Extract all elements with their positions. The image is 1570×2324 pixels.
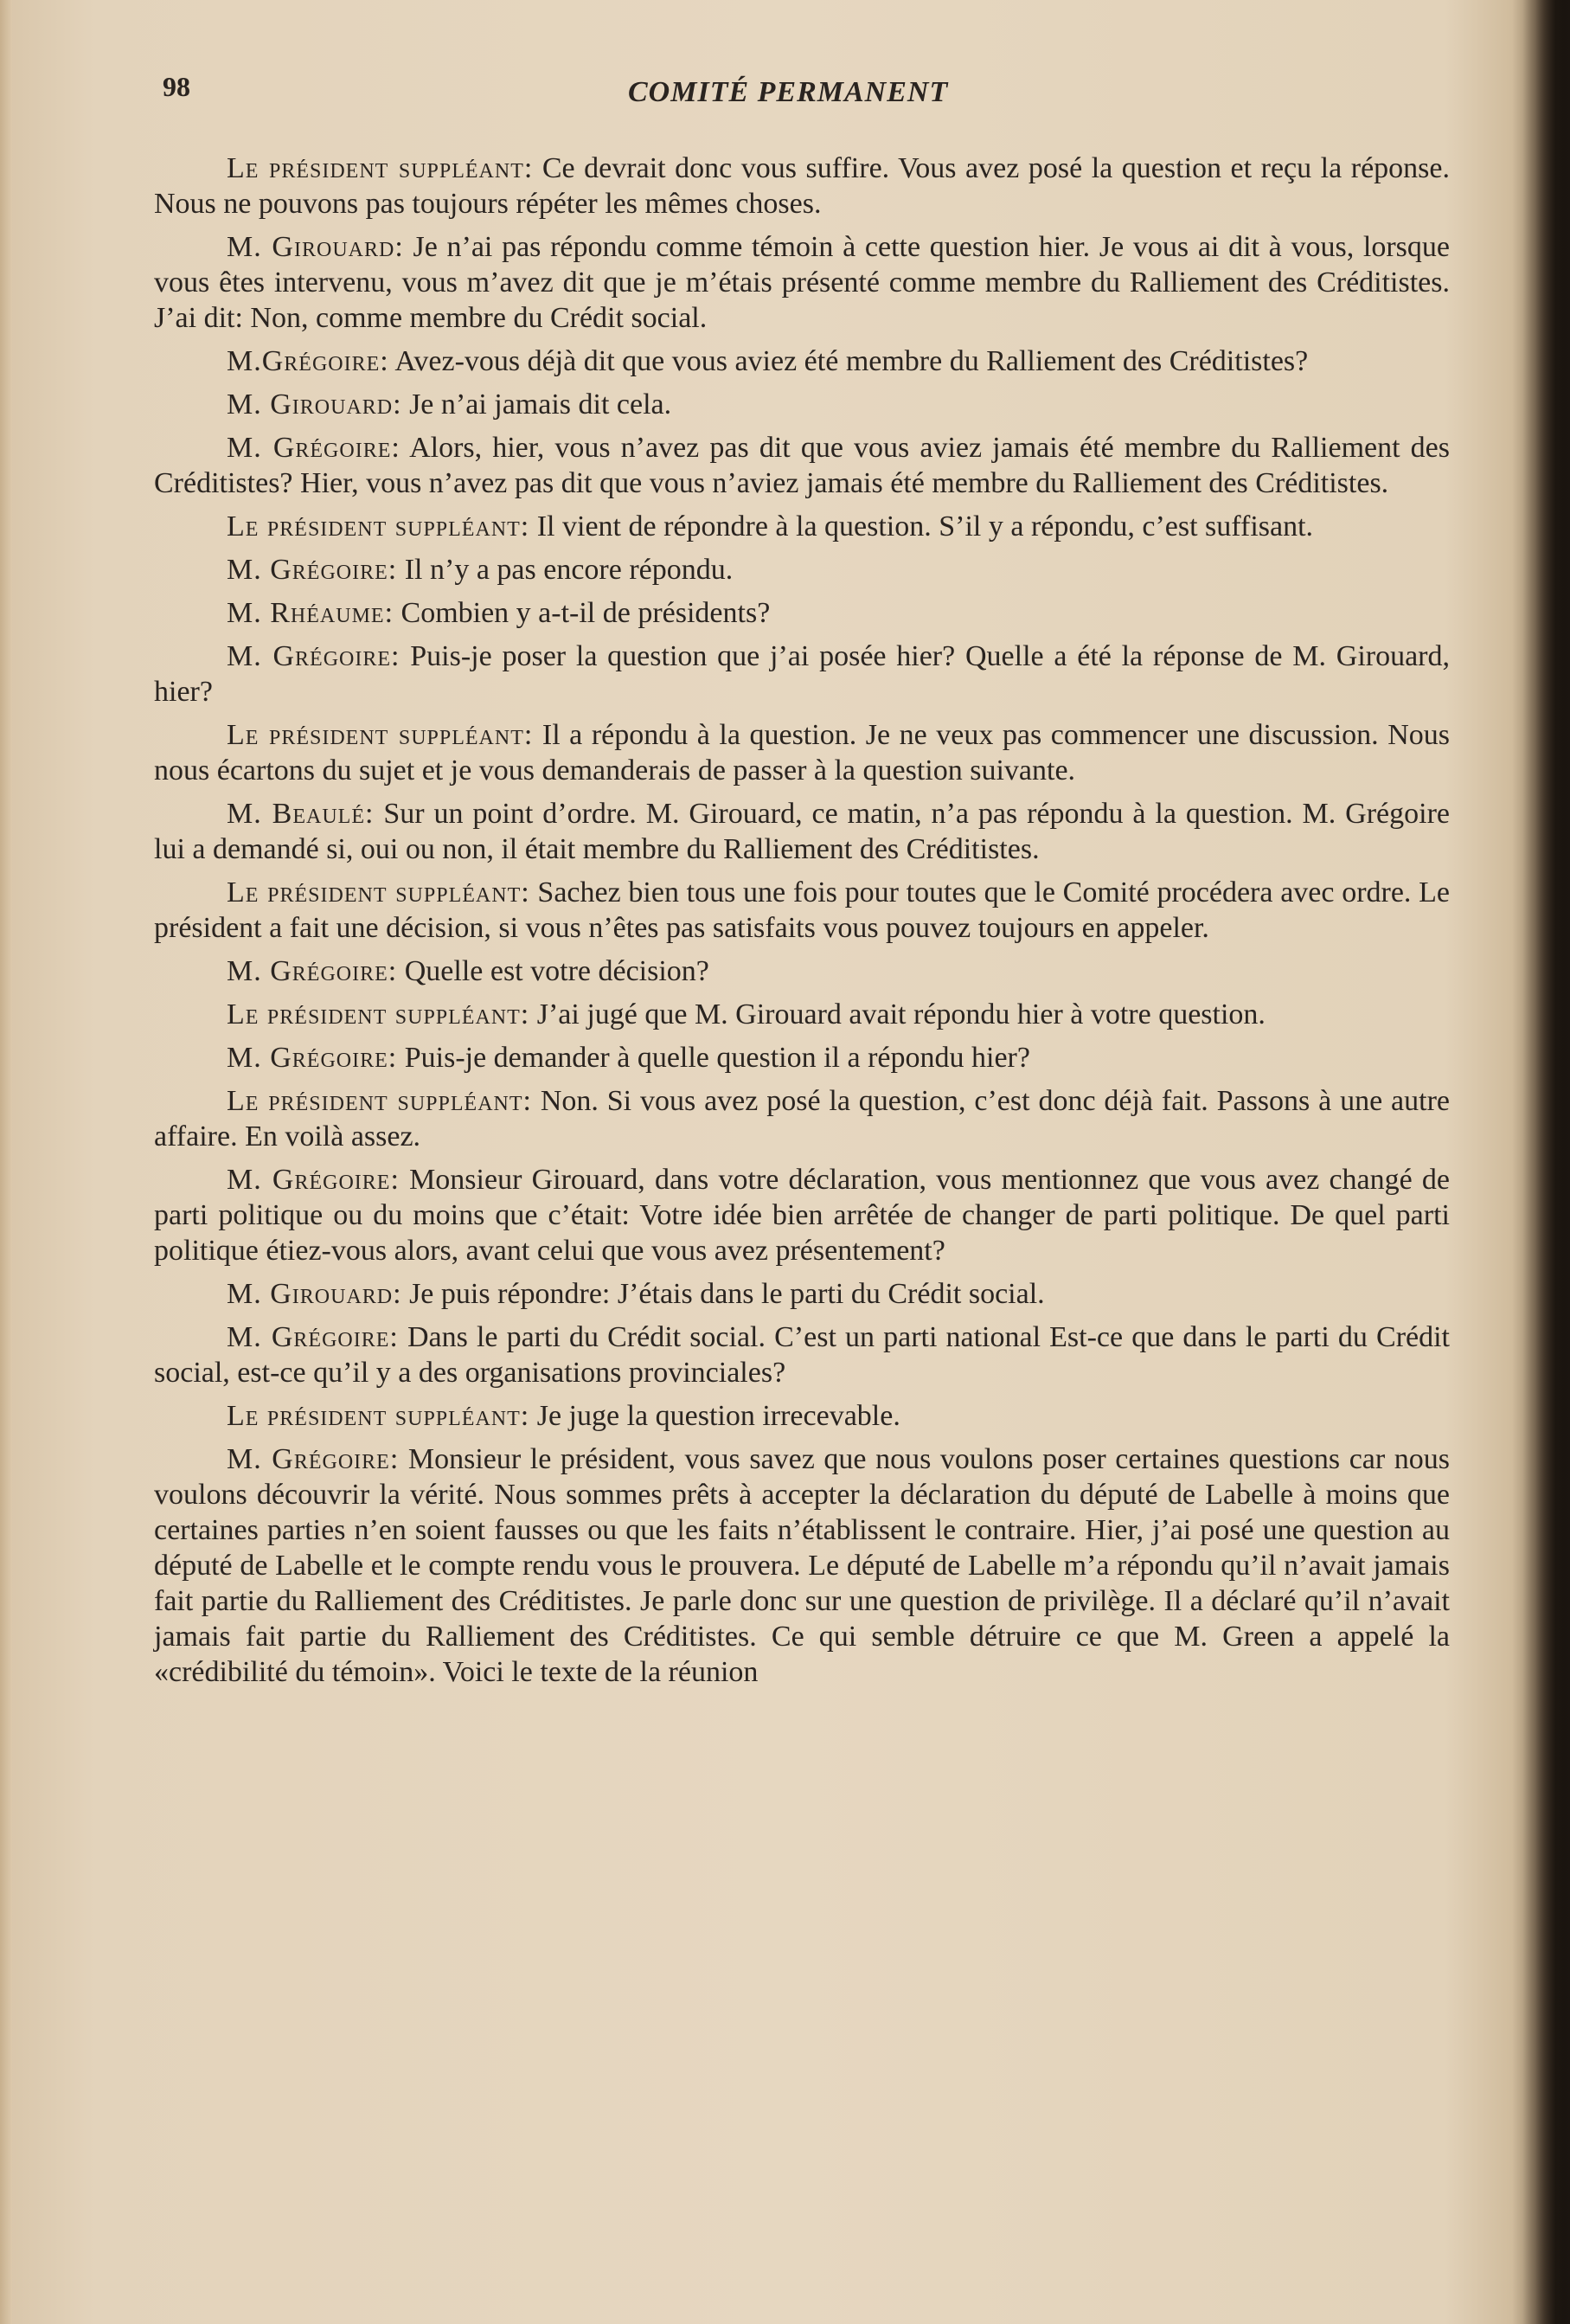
paragraph-text: Ce devrait donc vous suffire. Vous avez posé la question et reçu la réponse. Nous ne pouvons pas toujours répéter les mêmes choses. [154,152,1450,220]
speaker-label: Le président suppléant: [227,510,530,542]
paragraph [154,509,1450,544]
paragraph [154,953,1450,989]
paragraph-text: Alors, hier, vous n’avez pas dit que vous aviez jamais été membre du Ralliement des Créditistes? Hier, vous n’avez pas dit que vous n’aviez jamais été membre du Ralliement des Créditistes. [154,432,1450,499]
paragraph-text: Puis-je demander à quelle question il a répondu hier? [397,1042,1030,1074]
speaker-label: M. Girouard: [227,231,404,263]
paragraph [154,343,1450,379]
paragraph-text: Sur un point d’ordre. M. Girouard, ce matin, n’a pas répondu à la question. M. Grégoire lui a demandé si, oui ou non, il était membre du Ralliement des Créditistes. [154,798,1451,865]
paragraph [154,1441,1450,1690]
paragraph [154,229,1450,336]
speaker-label: M. Beaulé: [227,798,375,830]
speaker-label: M. Rhéaume: [227,597,394,629]
paragraph [154,430,1450,501]
speaker-label: M. Grégoire: [227,955,398,987]
paragraph [154,1040,1450,1075]
paragraph [154,595,1450,631]
speaker-label: Le président suppléant: [227,152,534,184]
paragraph [154,387,1450,422]
transcript-body [154,151,1450,1698]
paragraph-text: Puis-je poser la question que j’ai posée hier? Quelle a été la réponse de M. Girouard, hier? [154,640,1450,708]
paragraph [154,552,1450,587]
page-left-edge [0,0,12,2324]
speaker-label: Le président suppléant: [227,876,530,908]
speaker-label: M. Girouard: [227,1278,402,1310]
paragraph [154,796,1450,867]
page-header [0,71,1570,123]
speaker-label: M. Grégoire: [227,1042,398,1074]
speaker-label: M. Grégoire: [227,1164,400,1196]
paragraph [154,717,1450,788]
paragraph-text: Dans le parti du Crédit social. C’est un parti national Est-ce que dans le parti du Crédit social, est-ce qu’il y a des organisations provinciales? [154,1321,1450,1389]
paragraph-text: Il n’y a pas encore répondu. [397,554,734,586]
paragraph [154,1319,1450,1390]
paragraph-text: Non. Si vous avez posé la question, c’est donc déjà fait. Passons à une autre affaire. En voilà assez. [154,1085,1450,1152]
paragraph-text: Monsieur le président, vous savez que nous voulons poser certaines questions car nous voulons découvrir la vérité. Nous sommes prêts à accepter la déclaration du député de Labelle à moins que certaines parties n’en soient fausses ou que les faits n’établissent le contraire. Hier, j’ai posé une question au député de Labelle et le compte rendu vous le prouvera. Le député de Labelle m’a répondu qu’il n’avait jamais fait partie du Ralliement des Créditistes. Je parle donc sur une question de privilège. Il a déclaré qu’il n’avait jamais fait partie du Ralliement des Créditistes. Ce qui semble détruire ce que M. Green a appelé la «crédibilité du témoin». Voici le texte de la réunion [154,1443,1450,1688]
paragraph-text: Combien y a-t-il de présidents? [394,597,771,629]
speaker-label: Le président suppléant: [227,1400,530,1432]
speaker-label: M. Grégoire: [227,1321,399,1353]
paragraph-text: Quelle est votre décision? [397,955,709,987]
paragraph-text: Je n’ai pas répondu comme témoin à cette question hier. Je vous ai dit à vous, lorsque vous êtes intervenu, vous m’avez dit que je m’étais présenté comme membre du Ralliement des Créditistes. J’ai dit: Non, comme membre du Crédit social. [154,231,1450,334]
speaker-label: M. Girouard: [227,388,402,421]
paragraph-text: Il a répondu à la question. Je ne veux pas commencer une discussion. Nous nous écartons du sujet et je vous demanderais de passer à la question suivante. [154,719,1451,786]
speaker-label: Le président suppléant: [227,719,534,751]
running-title: COMITÉ PERMANENT [628,76,949,108]
paragraph-text: Sachez bien tous une fois pour toutes que le Comité procédera avec ordre. Le président a fait une décision, si vous n’êtes pas satisfaits vous pouvez toujours en appeler. [154,876,1451,944]
paragraph [154,1162,1450,1268]
speaker-label: M.Grégoire: [227,345,389,377]
paragraph-text: Je juge la question irrecevable. [529,1400,900,1432]
paragraph-text: J’ai jugé que M. Girouard avait répondu hier à votre question. [529,998,1266,1030]
binding-shadow [1512,0,1570,2324]
paragraph [154,1398,1450,1434]
paragraph [154,997,1450,1032]
paragraph [154,1083,1450,1154]
paragraph [154,151,1450,221]
speaker-label: Le président suppléant: [227,1085,532,1117]
speaker-label: M. Grégoire: [227,432,401,464]
paragraph-text: Je n’ai jamais dit cela. [401,388,672,421]
speaker-label: M. Grégoire: [227,640,401,672]
paragraph [154,875,1450,946]
page-number: 98 [163,71,190,102]
paragraph-text: Je puis répondre: J’étais dans le parti du Crédit social. [401,1278,1045,1310]
paragraph [154,1276,1450,1312]
speaker-label: M. Grégoire: [227,554,398,586]
speaker-label: M. Grégoire: [227,1443,400,1475]
paragraph [154,639,1450,709]
speaker-label: Le président suppléant: [227,998,530,1030]
paragraph-text: Il vient de répondre à la question. S’il y a répondu, c’est suffisant. [529,510,1314,542]
paragraph-text: Avez-vous déjà dit que vous aviez été membre du Ralliement des Créditistes? [388,345,1309,377]
paragraph-text: Monsieur Girouard, dans votre déclaration, vous mentionnez que vous avez changé de parti politique ou du moins que c’était: Votre idée bien arrêtée de changer de parti politique. De quel parti politique étiez-vous alors, avant celui que vous avez présentement? [154,1164,1450,1267]
